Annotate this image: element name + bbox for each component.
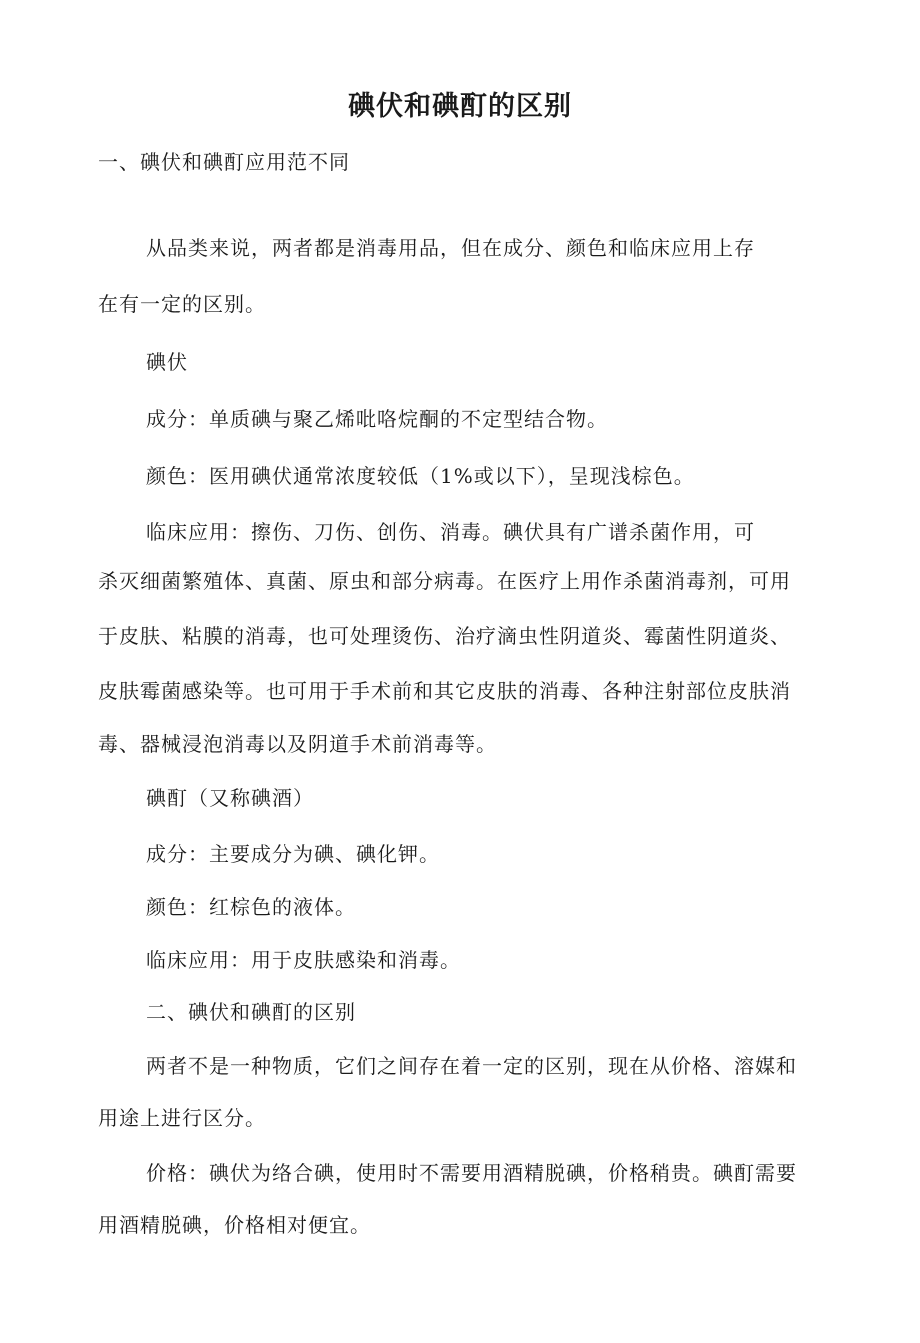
document-title: 碘伏和碘酊的区别: [348, 91, 572, 122]
section1-heading: 一、碘伏和碘酊应用范不同: [98, 150, 350, 174]
difference-paragraph-line1: 两者不是一种物质，它们之间存在着一定的区别，现在从价格、溶媒和: [146, 1054, 797, 1078]
tincture-color: 颜色：红棕色的液体。: [146, 895, 356, 919]
price-paragraph-line2: 用酒精脱碘，价格相对便宜。: [98, 1213, 371, 1237]
iodophor-composition: 成分：单质碘与聚乙烯吡咯烷酮的不定型结合物。: [146, 407, 608, 431]
intro-paragraph-line1: 从品类来说，两者都是消毒用品，但在成分、颜色和临床应用上存: [146, 236, 755, 260]
intro-paragraph-line2: 在有一定的区别。: [98, 292, 266, 316]
iodophor-heading: 碘伏: [146, 350, 188, 374]
iodophor-clinical-line3: 于皮肤、粘膜的消毒，也可处理烫伤、治疗滴虫性阴道炎、霉菌性阴道炎、: [98, 624, 791, 648]
iodophor-clinical-line2: 杀灭细菌繁殖体、真菌、原虫和部分病毒。在医疗上用作杀菌消毒剂，可用: [98, 569, 791, 593]
difference-paragraph-line2: 用途上进行区分。: [98, 1106, 266, 1130]
iodophor-clinical-line1: 临床应用：擦伤、刀伤、创伤、消毒。碘伏具有广谱杀菌作用，可: [146, 520, 755, 544]
tincture-clinical: 临床应用：用于皮肤感染和消毒。: [146, 948, 461, 972]
iodophor-clinical-line4: 皮肤霉菌感染等。也可用于手术前和其它皮肤的消毒、各种注射部位皮肤消: [98, 679, 791, 703]
tincture-heading: 碘酊（又称碘酒）: [146, 786, 314, 810]
tincture-composition: 成分：主要成分为碘、碘化钾。: [146, 842, 440, 866]
price-paragraph-line1: 价格：碘伏为络合碘，使用时不需要用酒精脱碘，价格稍贵。碘酊需要: [146, 1161, 797, 1185]
iodophor-clinical-line5: 毒、器械浸泡消毒以及阴道手术前消毒等。: [98, 732, 497, 756]
iodophor-color: 颜色：医用碘伏通常浓度较低（1%或以下），呈现浅棕色。: [146, 464, 695, 488]
section2-heading: 二、碘伏和碘酊的区别: [146, 1000, 356, 1024]
